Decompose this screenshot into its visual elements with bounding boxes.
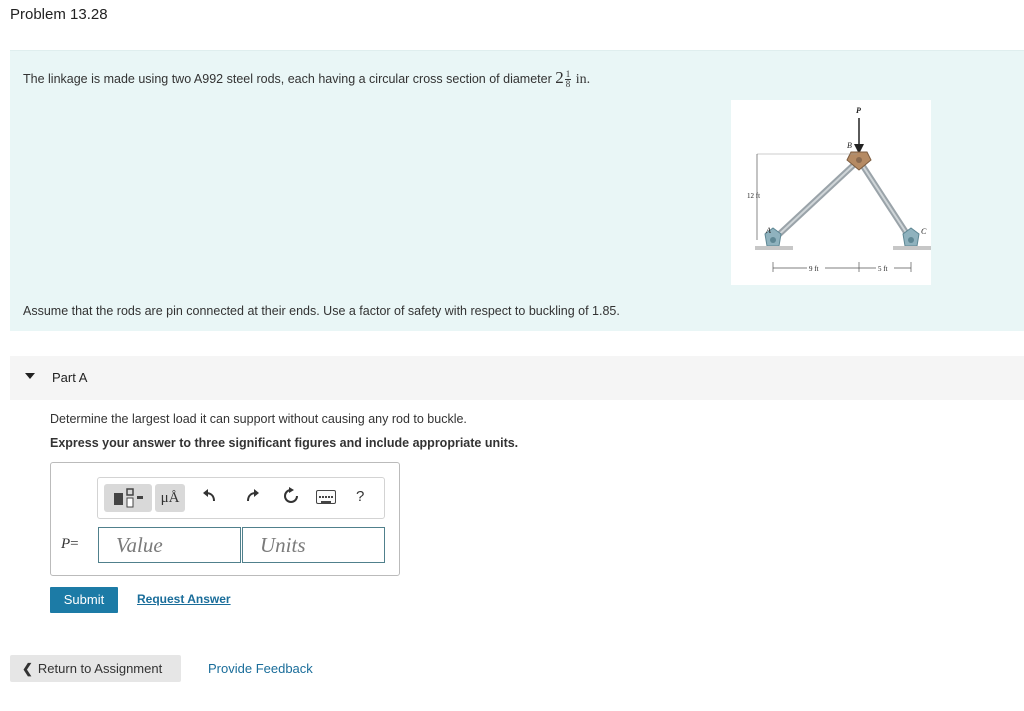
reset-icon[interactable] bbox=[282, 487, 300, 509]
collapse-triangle-icon[interactable] bbox=[25, 373, 35, 379]
diameter-whole: 2 bbox=[555, 68, 564, 87]
value-input[interactable]: Value bbox=[98, 527, 241, 563]
math-toolbar bbox=[97, 477, 385, 519]
request-answer-link[interactable]: Request Answer bbox=[137, 592, 231, 606]
undo-icon[interactable] bbox=[202, 487, 216, 508]
part-a-header[interactable] bbox=[10, 356, 1024, 400]
rod-ab-highlight bbox=[773, 160, 859, 240]
fraction-denominator: 8 bbox=[565, 79, 571, 90]
templates-icon bbox=[104, 484, 152, 512]
pin-b-label: B bbox=[847, 141, 852, 150]
right-span-label: 5 ft bbox=[878, 265, 888, 273]
statement-text: The linkage is made using two A992 steel rods, each having a circular cross section of diameter bbox=[23, 72, 552, 86]
fraction-numerator: 1 bbox=[565, 69, 571, 80]
units-button[interactable]: μÅ bbox=[155, 484, 185, 512]
problem-title: Problem 13.28 bbox=[10, 6, 108, 23]
redo-icon[interactable] bbox=[246, 487, 260, 508]
variable-symbol: P bbox=[61, 536, 71, 552]
chevron-left-icon: ❮ bbox=[22, 661, 33, 676]
height-label: 12 ft bbox=[747, 192, 761, 200]
linkage-figure bbox=[731, 100, 931, 285]
left-span-label: 9 ft bbox=[809, 265, 819, 273]
problem-statement-line bbox=[23, 68, 590, 89]
rod-bc-highlight bbox=[859, 160, 911, 240]
pin-a-label: A bbox=[766, 226, 771, 235]
answer-variable-label bbox=[61, 536, 79, 553]
equals-sign: = bbox=[70, 536, 79, 552]
ground-a bbox=[755, 246, 793, 250]
submit-button[interactable]: Submit bbox=[50, 587, 118, 613]
instruction-text: Express your answer to three significant figures and include appropriate units. bbox=[50, 436, 519, 450]
pin-b bbox=[856, 157, 862, 163]
provide-feedback-link[interactable]: Provide Feedback bbox=[208, 661, 313, 676]
keyboard-icon[interactable] bbox=[316, 490, 336, 504]
question-text: Determine the largest load it can support without causing any rod to buckle. bbox=[50, 412, 467, 426]
units-input[interactable]: Units bbox=[242, 527, 385, 563]
linkage-diagram bbox=[731, 100, 931, 285]
ground-c bbox=[893, 246, 931, 250]
diameter-fraction bbox=[565, 70, 572, 89]
pin-c-label: C bbox=[921, 227, 927, 236]
part-label: Part A bbox=[52, 370, 88, 385]
safety-factor-statement: Assume that the rods are pin connected at their ends. Use a factor of safety with respect to buckling of 1.85. bbox=[23, 304, 620, 318]
return-label: Return to Assignment bbox=[37, 661, 163, 676]
answer-box bbox=[50, 462, 400, 576]
return-to-assignment-button[interactable] bbox=[10, 655, 181, 682]
help-icon[interactable]: ? bbox=[356, 488, 365, 505]
load-label: P bbox=[856, 106, 861, 115]
pin-c bbox=[908, 237, 914, 243]
diameter-unit: in. bbox=[575, 72, 591, 87]
pin-a bbox=[770, 237, 776, 243]
templates-button[interactable] bbox=[104, 484, 152, 512]
